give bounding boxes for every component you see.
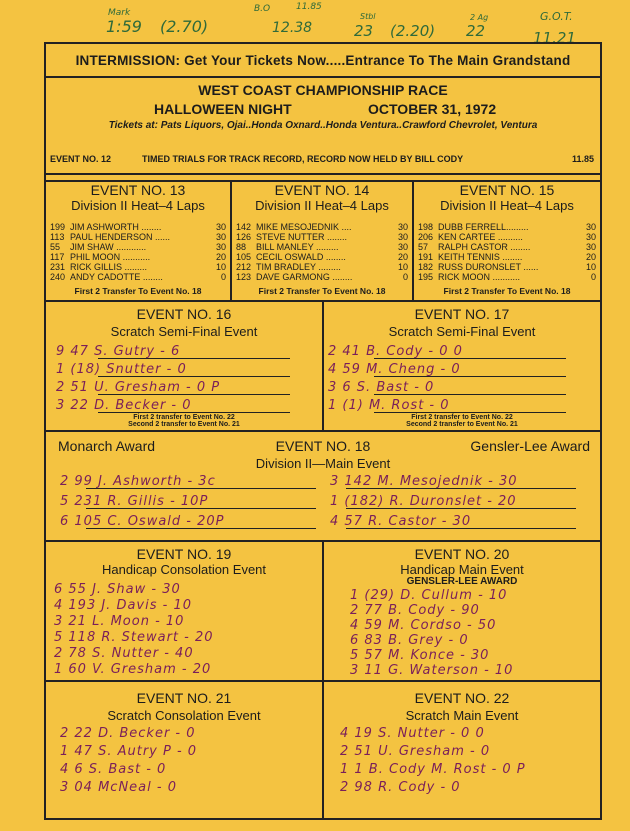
entry-number: 126 <box>236 232 252 242</box>
intermission-banner: INTERMISSION: Get Your Tickets Now.....Entrance To The Main Grandstand <box>46 44 600 78</box>
entry-driver: DAVE GARMONG ........ <box>256 272 353 282</box>
handwritten-entry: 6 83 B. Grey - 0 <box>350 633 469 648</box>
handwritten-entry: 4 59 M. Cheng - 0 <box>328 362 461 377</box>
entry-number: 142 <box>236 222 252 232</box>
event-13-transfer: First 2 Transfer To Event No. 18 <box>74 286 202 296</box>
entry-points: 30 <box>397 222 408 232</box>
event-16-transfer-1: First 2 transfer to Event No. 22 <box>133 414 235 421</box>
event-21-box <box>46 682 322 818</box>
handwritten-entry: 2 41 B. Cody - 0 0 <box>328 344 463 359</box>
event-19-subtitle: Handicap Consolation Event <box>101 562 267 577</box>
margin-note: 11.21 <box>533 29 576 47</box>
event-17-transfer-2: Second 2 transfer to Event No. 21 <box>406 421 518 428</box>
entry-driver: RICK GILLIS ......... <box>70 262 148 272</box>
event-14-box <box>232 180 412 302</box>
ticket-outlets: Tickets at: Pats Liquors, Ojai..Honda Oxnard..Honda Ventura..Crawford Chevrolet, Ventura <box>108 120 538 131</box>
handwritten-entry: 3 04 McNeal - 0 <box>60 780 177 795</box>
event-16-box <box>46 302 322 430</box>
event-16-title: EVENT NO. 16 <box>136 306 232 322</box>
race-date: OCTOBER 31, 1972 <box>368 101 497 117</box>
entry-number: 88 <box>236 242 247 252</box>
margin-note: 2 Ag <box>470 13 489 22</box>
handwritten-entry: 2 22 D. Becker - 0 <box>60 726 196 741</box>
entry-number: 117 <box>50 252 65 262</box>
event-20-title: EVENT NO. 20 <box>414 546 510 562</box>
gensler-lee-award: Gensler-Lee Award <box>470 438 590 454</box>
handwritten-entry: 2 98 R. Cody - 0 <box>340 780 461 795</box>
margin-note: 11.85 <box>296 2 322 12</box>
entry-number: 123 <box>236 272 252 282</box>
entry-points: 10 <box>585 262 596 272</box>
entry-number: 113 <box>50 232 65 242</box>
handwritten-entry: 5 57 M. Konce - 30 <box>350 648 490 663</box>
handwritten-entry: 4 57 R. Castor - 30 <box>330 514 472 529</box>
entry-driver: DUBB FERRELL......... <box>438 222 529 232</box>
entry-number: 240 <box>50 272 66 282</box>
margin-note: B.O <box>254 4 271 14</box>
event-19-box <box>46 542 322 680</box>
race-night: HALLOWEEN NIGHT <box>154 101 292 117</box>
entry-driver: STEVE NUTTER ........ <box>256 232 348 242</box>
entry-driver: RALPH CASTOR ........ <box>438 242 531 252</box>
entry-driver: TIM BRADLEY ......... <box>256 262 341 272</box>
entry-points: 30 <box>215 232 226 242</box>
handwritten-entry: 3 6 S. Bast - 0 <box>328 380 435 395</box>
handwritten-entry: 2 77 B. Cody - 90 <box>350 603 480 618</box>
event-20-box <box>324 542 600 680</box>
entry-number: 195 <box>418 272 434 282</box>
event-22-subtitle: Scratch Main Event <box>405 708 519 723</box>
entry-driver: ANDY CADOTTE ........ <box>70 272 163 282</box>
entry-driver: CECIL OSWALD ........ <box>256 252 346 262</box>
entry-number: 212 <box>236 262 252 272</box>
handwritten-entry: 1 (182) R. Duronslet - 20 <box>330 494 517 509</box>
entry-points: 30 <box>585 242 596 252</box>
handwritten-entry: 1 47 S. Autry P - 0 <box>60 744 198 759</box>
margin-note: Stbl <box>360 12 376 21</box>
handwritten-entry: 1 1 B. Cody M. Rost - 0 P <box>340 762 526 777</box>
entry-driver: BILL MANLEY ......... <box>256 242 339 252</box>
event-12-label: EVENT NO. 12 <box>50 154 112 164</box>
entry-number: 206 <box>418 232 434 242</box>
event-17-subtitle: Scratch Semi-Final Event <box>388 324 536 339</box>
entry-points: 30 <box>215 222 226 232</box>
handwritten-entry: 5 231 R. Gillis - 10P <box>60 494 209 509</box>
margin-note: Mark <box>108 8 131 18</box>
entry-points: 0 <box>220 272 226 282</box>
event-16-transfer-2: Second 2 transfer to Event No. 21 <box>128 421 240 428</box>
entry-points: 30 <box>397 232 408 242</box>
handwritten-entry: 9 47 S. Gutry - 6 <box>56 344 181 359</box>
handwritten-entry: 2 51 U. Gresham - 0 P <box>56 380 221 395</box>
handwritten-entry: 2 51 U. Gresham - 0 <box>340 744 491 759</box>
event-15-title: EVENT NO. 15 <box>459 182 555 198</box>
entry-number: 191 <box>418 252 434 262</box>
event-13-box <box>46 180 230 302</box>
event-18-subtitle: Division II—Main Event <box>255 456 391 471</box>
entry-points: 20 <box>585 252 596 262</box>
margin-note: 1:59 <box>106 17 142 36</box>
event-17-title: EVENT NO. 17 <box>414 306 510 322</box>
event-13-title: EVENT NO. 13 <box>90 182 186 198</box>
entry-driver: PAUL HENDERSON ...... <box>70 232 171 242</box>
event-17-transfer-1: First 2 transfer to Event No. 22 <box>411 414 513 421</box>
margin-note: (2.70) <box>160 17 209 36</box>
monarch-award: Monarch Award <box>58 438 156 454</box>
event-15-transfer: First 2 Transfer To Event No. 18 <box>443 286 571 296</box>
handwritten-entry: 3 11 G. Waterson - 10 <box>350 663 514 678</box>
handwritten-entry: 3 22 D. Becker - 0 <box>56 398 192 413</box>
entry-points: 10 <box>397 262 408 272</box>
event-14-transfer: First 2 Transfer To Event No. 18 <box>258 286 386 296</box>
entry-number: 199 <box>50 222 66 232</box>
handwritten-entry: 1 (18) Snutter - 0 <box>56 362 187 377</box>
event-16-subtitle: Scratch Semi-Final Event <box>110 324 258 339</box>
entry-points: 0 <box>402 272 408 282</box>
margin-note: G.O.T. <box>540 10 573 23</box>
margin-note: (2.20) <box>390 22 436 40</box>
handwritten-entry: 2 99 J. Ashworth - 3c <box>60 474 216 489</box>
event-20-award: GENSLER-LEE AWARD <box>406 576 518 587</box>
event-21-title: EVENT NO. 21 <box>136 690 232 706</box>
race-program-sheet <box>44 42 602 820</box>
entry-driver: PHIL MOON ........... <box>70 252 151 262</box>
handwritten-entry: 1 60 V. Gresham - 20 <box>54 662 212 677</box>
handwritten-entry: 3 142 M. Mesojednik - 30 <box>330 474 518 489</box>
entry-points: 20 <box>397 252 408 262</box>
entry-driver: KEN CARTEE .......... <box>438 232 523 242</box>
margin-note: 22 <box>466 22 486 40</box>
event-15-box <box>414 180 600 302</box>
entry-driver: MIKE MESOJEDNIK .... <box>256 222 352 232</box>
handwritten-entry: 3 21 L. Moon - 10 <box>54 614 185 629</box>
entry-driver: JIM ASHWORTH ........ <box>70 222 162 232</box>
entry-points: 20 <box>215 252 226 262</box>
entry-number: 105 <box>236 252 252 262</box>
entry-number: 198 <box>418 222 434 232</box>
handwritten-entry: 6 55 J. Shaw - 30 <box>54 582 181 597</box>
entry-driver: JIM SHAW ............ <box>70 242 147 252</box>
event-14-title: EVENT NO. 14 <box>274 182 370 198</box>
event-14-subtitle: Division II Heat–4 Laps <box>255 198 389 213</box>
handwritten-entry: 2 78 S. Nutter - 40 <box>54 646 194 661</box>
entry-points: 30 <box>585 232 596 242</box>
event-12-description: TIMED TRIALS FOR TRACK RECORD, RECORD NOW HELD BY BILL CODY <box>142 154 464 164</box>
handwritten-entry: 4 6 S. Bast - 0 <box>60 762 167 777</box>
entry-points: 30 <box>397 242 408 252</box>
event-12-row <box>46 148 600 182</box>
entry-points: 30 <box>585 222 596 232</box>
event-19-title: EVENT NO. 19 <box>136 546 232 562</box>
handwritten-entry: 4 59 M. Cordso - 50 <box>350 618 497 633</box>
event-20-subtitle: Handicap Main Event <box>400 562 524 577</box>
event-12-record: 11.85 <box>571 154 594 164</box>
handwritten-entry: 4 193 J. Davis - 10 <box>54 598 192 613</box>
handwritten-entry: 5 118 R. Stewart - 20 <box>54 630 214 645</box>
handwritten-entry: 1 (1) M. Rost - 0 <box>328 398 450 413</box>
event-22-title: EVENT NO. 22 <box>414 690 510 706</box>
event-17-box <box>324 302 600 430</box>
event-18-title: EVENT NO. 18 <box>275 438 371 454</box>
margin-note: 12.38 <box>272 20 313 36</box>
handwritten-entry: 6 105 C. Oswald - 20P <box>60 514 225 529</box>
entry-points: 10 <box>215 262 226 272</box>
entry-number: 57 <box>418 242 429 252</box>
entry-driver: KEITH TENNIS ........ <box>438 252 523 262</box>
entry-number: 55 <box>50 242 61 252</box>
entry-driver: RUSS DURONSLET ...... <box>438 262 539 272</box>
margin-note: 23 <box>354 22 374 40</box>
event-22-box <box>324 682 600 818</box>
event-15-subtitle: Division II Heat–4 Laps <box>440 198 574 213</box>
race-title: WEST COAST CHAMPIONSHIP RACE <box>198 82 448 98</box>
event-18-box <box>46 432 600 540</box>
entry-number: 231 <box>50 262 66 272</box>
event-13-subtitle: Division II Heat–4 Laps <box>71 198 205 213</box>
entry-driver: RICK MOON ........... <box>438 272 521 282</box>
entry-points: 0 <box>590 272 596 282</box>
entry-points: 30 <box>215 242 226 252</box>
event-21-subtitle: Scratch Consolation Event <box>107 708 261 723</box>
handwritten-entry: 1 (29) D. Cullum - 10 <box>350 588 508 603</box>
handwritten-entry: 4 19 S. Nutter - 0 0 <box>340 726 485 741</box>
entry-number: 182 <box>418 262 434 272</box>
